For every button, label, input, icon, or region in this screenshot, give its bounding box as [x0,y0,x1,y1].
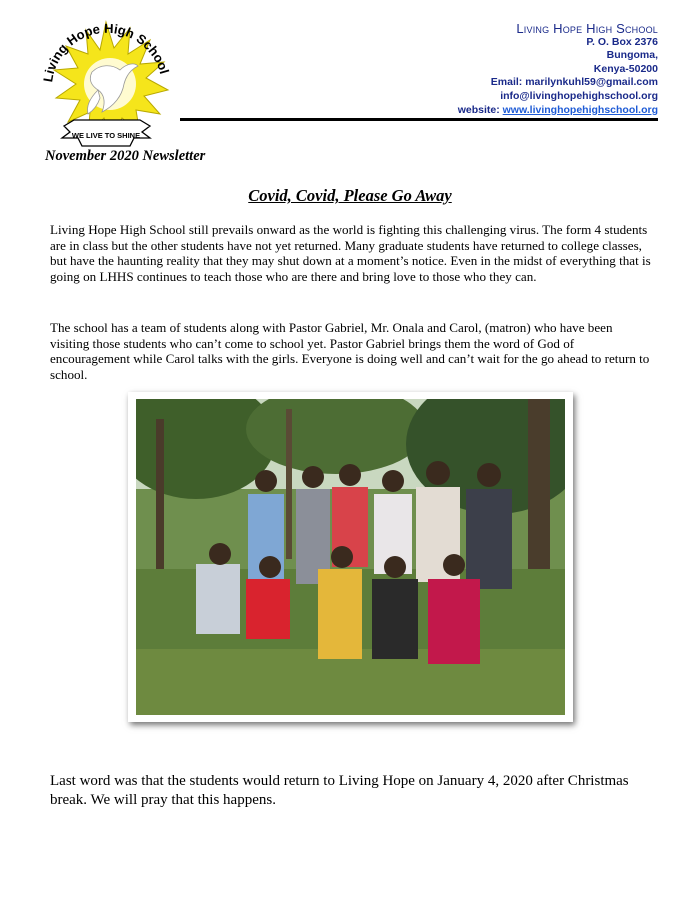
contact-school-name: Living Hope High School [516,21,658,36]
logo-arc-text: Living Hope High School [40,20,173,84]
website-link[interactable]: www.livinghopehighschool.org [502,103,658,116]
closing-paragraph: Last word was that the students would return to Living Hope on January 4, 2020 after Christmas break. We will pray that this happens. [50,773,629,808]
logo-banner [62,120,150,146]
contact-website [458,104,658,118]
article-paragraph-1: Living Hope High School still prevails onward as the world is fighting this challenging virus. The form 4 students are in class but the other students have not yet returned. Many graduate students have returned to college classes, but have the haunting reality that they may shut down at a moment’s notice. Even in the midst of everything that is going on LHHS continues to teach those who are there and bring love to those who they can. [50,222,651,284]
contact-email: Email: marilynkuhl59@gmail.com [490,76,658,89]
contact-town: Bungoma, [606,49,658,62]
group-photo [136,399,565,715]
contact-email-2: info@livinghopehighschool.org [500,89,658,102]
newsletter-date: November 2020 Newsletter [45,148,206,164]
article-paragraph-2: The school has a team of students along with Pastor Gabriel, Mr. Onala and Carol, (matron) who have been visiting those students who can’t come to school yet. Pastor Gabriel brings them the word of God of encouragement while Carol talks with the girls. Everyone is doing well and can’t wait for the go ahead to return to school. [50,320,650,382]
header-divider [180,118,658,121]
group-photo-frame [128,392,573,722]
contact-po-box: P. O. Box 2376 [586,35,658,48]
contact-block [458,22,658,117]
article-title: Covid, Covid, Please Go Away [248,186,452,205]
school-logo [30,14,180,154]
contact-region: Kenya-50200 [593,62,658,75]
svg-text:WE LIVE TO SHINE: WE LIVE TO SHINE [71,131,141,140]
website-label: website: [457,103,500,116]
